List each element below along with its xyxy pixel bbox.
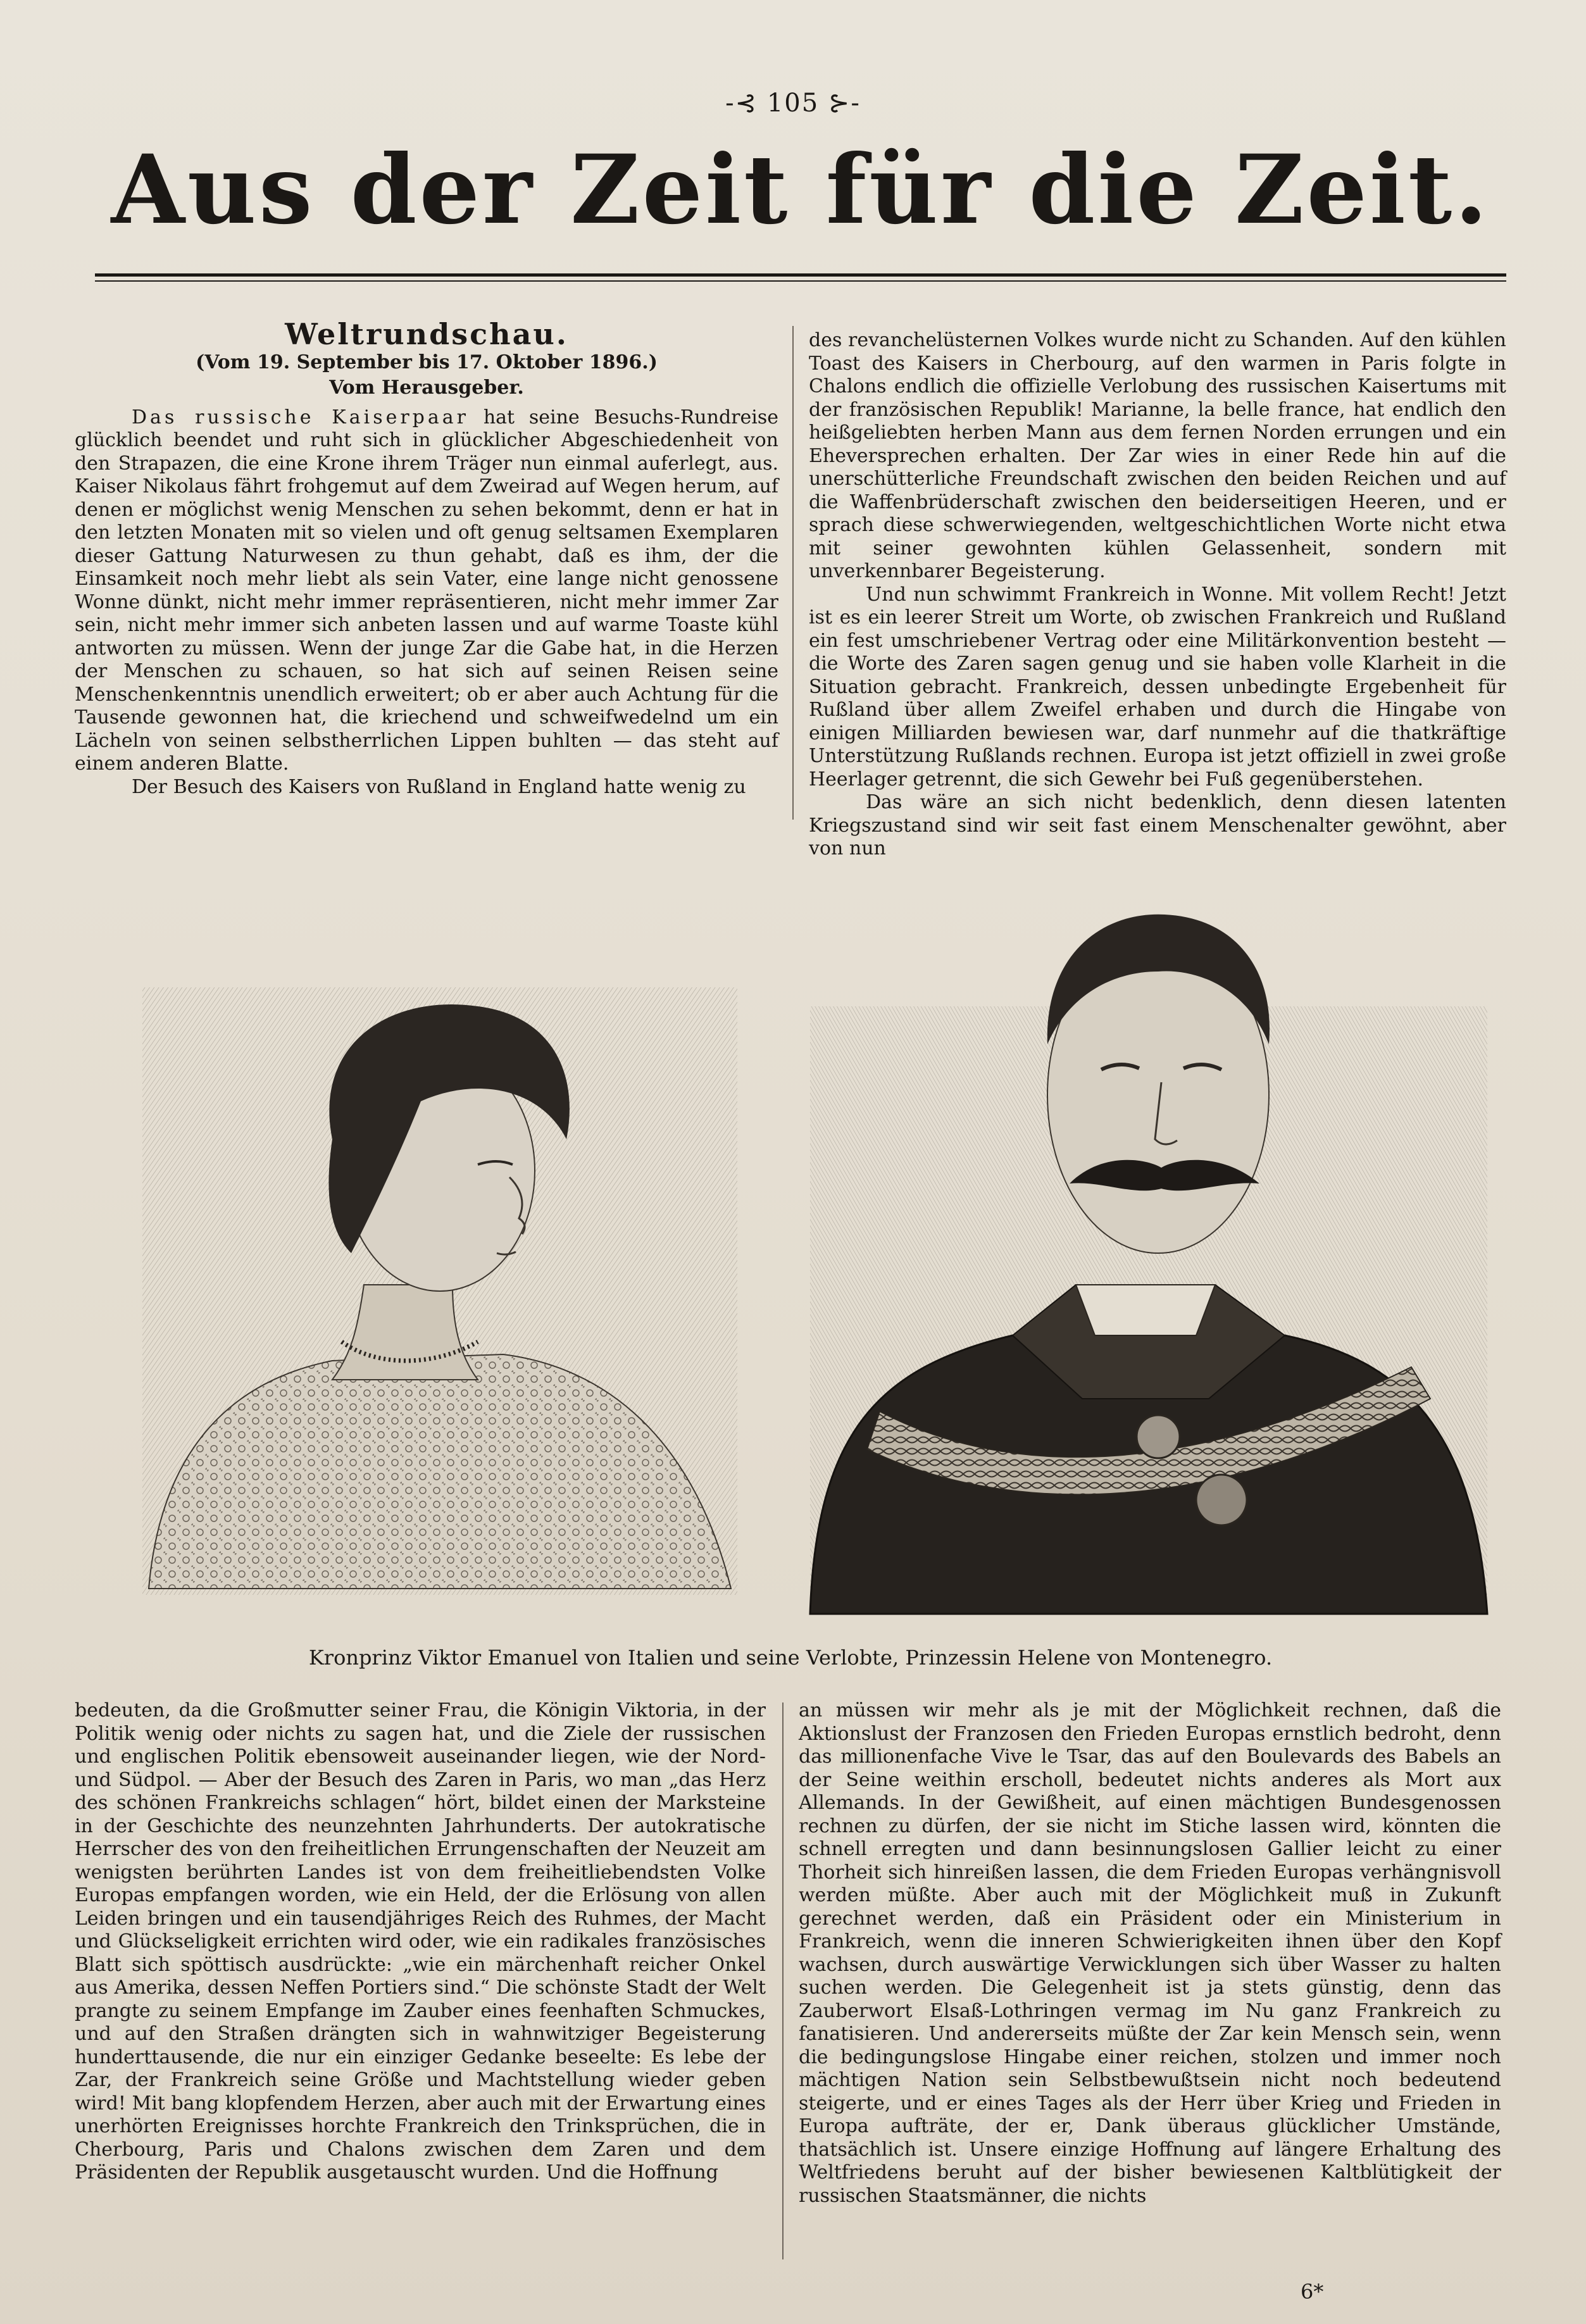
portrait-crown-prince-viktor-emanuel (804, 842, 1494, 1627)
column-top-right (809, 329, 1506, 861)
column-bottom-right (799, 1699, 1501, 2208)
section-dates: (Vom 19. September bis 17. Oktober 1896.) (196, 351, 658, 373)
masthead-rule-thick (95, 273, 1506, 277)
paragraph: des revanchelüsternen Volkes wurde nicht zu Schanden. Auf den kühlen Toast des Kaisers in Cherbourg, auf den warmen in Paris folgte in Chalons endlich die offizielle Verlobung des russischen Kaisertums mit der französischen Republik! Marianne, la belle france, hat endlich den heißgeliebten herben Mann aus dem fernen Norden errungen und ein Eheversprechen erhalten. Der Zar wies in einer Rede hin auf die unerschütterliche Freundschaft zwischen den beiden Reichen und auf die Waffenbrüderschaft zwischen den beiderseitigen Heeren, und er sprach diese schwerwiegenden, weltgeschichtlichen Worte nicht etwa mit seiner gewohnten kühlen Gelassenheit, sondern mit unverkennbarer Begeisterung. (809, 329, 1506, 582)
masthead-title: Aus der Zeit für die Zeit. (111, 134, 1490, 246)
signature-mark: 6* (1301, 2280, 1324, 2304)
column-bottom-left (75, 1699, 766, 2185)
paragraph-text: hat seine Besuchs-Rundreise glücklich beendet und ruht sich in glücklicher Abgeschiedenheit von den Strapazen, die eine Krone ihrem Träger nun einmal auferlegt, aus. Kaiser Nikolaus fährt frohgemut auf dem Zweirad auf Wegen herum, auf denen er möglichst wenig Menschen zu sehen bekommt, denn er hat in den letzten Monaten mit so vielen und oft genug seltsamen Exemplaren dieser Gattung Naturwesen zu thun gehabt, daß es ihm, der die Einsamkeit noch mehr liebt als sein Vater, eine lange nicht genossene Wonne dünkt, nicht mehr immer repräsentieren, nicht mehr immer Zar sein, nicht mehr immer sich anbeten lassen und auf warme Toaste kühl antworten zu müssen. Wenn der junge Zar die Gabe hat, in die Herzen der Menschen zu schauen, so hat sich auf seinen Reisen seine Menschenkenntnis unendlich erweitert; ob er aber auch Achtung für die Tausende gewonnen hat, die kriechend und schweifwedelnd um ein Lächeln von seinen selbstherrlichen Lippen buhlten — das steht auf einem anderen Blatte. (75, 406, 778, 775)
paragraph (75, 406, 778, 776)
page-number: -⊰ 105 ⊱- (725, 89, 861, 118)
spaced-emphasis: Das russische Kaiserpaar (132, 406, 469, 428)
column-divider-bottom (782, 1702, 784, 2259)
paragraph: bedeuten, da die Großmutter seiner Frau, die Königin Viktoria, in der Politik wenig oder nichts zu sagen hat, und die Ziele der russischen und englischen Politik ebensoweit auseinander liegen, wie der Nord- und Südpol. — Aber der Besuch des Zaren in Paris, wo man „das Herz des schönen Frankreichs schlagen“ hört, bildet einen der Marksteine in der Geschichte des neunzehnten Jahrhunderts. Der autokratische Herrscher des von den freiheitlichen Errungenschaften der Neuzeit am wenigsten berührten Landes ist von dem freiheitliebendsten Volke Europas empfangen worden, wie ein Held, der die Erlösung von allen Leiden bringen und ein tausendjähriges Reich des Ruhmes, der Macht und Glückseligkeit errichten wird oder, wie ein radikales französisches Blatt sich spöttisch ausdrückte: „wie ein märchenhaft reicher Onkel aus Amerika, dessen Neffen Portiers sind.“ Die schönste Stadt der Welt prangte zu seinem Empfange im Zauber eines feenhaften Schmuckes, und auf den Straßen drängten sich in wahnwitziger Begeisterung hunderttausende, die nur ein einziger Gedanke beseelte: Es lebe der Zar, der Frankreich seine Größe und Machtstellung wieder geben wird! Mit bang klopfendem Herzen, aber auch mit der Erwartung eines unerhörten Ereignisses horchte Frankreich den Trinksprüchen, die in Cherbourg, Paris und Chalons zwischen dem Zaren und dem Präsidenten der Republik ausgetauscht wurden. Und die Hoffnung (75, 1699, 766, 2183)
section-author: Vom Herausgeber. (329, 377, 524, 399)
masthead-rule-thin (95, 280, 1506, 282)
paragraph: Und nun schwimmt Frankreich in Wonne. Mit vollem Recht! Jetzt ist es ein leerer Streit um Worte, ob zwischen Frankreich und Rußland ein fest umschriebener Vertrag oder eine Militärkonvention besteht — die Worte des Zaren sagen genug und sie haben volle Klarheit in die Situation gebracht. Frankreich, dessen unbedingte Ergebenheit für Rußland über allem Zweifel erhaben und durch die Hingabe von einigen Milliarden bewiesen war, darf nunmehr auf die thatkräftige Unterstützung Rußlands rechnen. Europa ist jetzt offiziell in zwei große Heerlager getrennt, die sich Gewehr bei Fuß gegenüberstehen. (809, 583, 1506, 790)
paragraph: an müssen wir mehr als je mit der Möglichkeit rechnen, daß die Aktionslust der Franzosen den Frieden Europas ernstlich bedroht, denn das millionenfache Vive le Tsar, das auf den Boulevards des Babels an der Seine weithin erscholl, bedeutet nichts anderes als Mort aux Allemands. In der Gewißheit, auf einen mächtigen Bundesgenossen rechnen zu dürfen, der sie nicht im Stiche lassen wird, könnten die schnell erregten und dann besinnungslosen Gallier leicht zu einer Thorheit sich hinreißen lassen, die dem Frieden Europas verhängnisvoll werden müßte. Aber auch mit der Möglichkeit muß in Zukunft gerechnet werden, daß ein Präsident oder ein Ministerium in Frankreich, wenn die inneren Schwierigkeiten ihnen über den Kopf wachsen, durch auswärtige Verwicklungen sich über Wasser zu halten suchen werden. Die Gelegenheit ist ja stets günstig, denn das Zauberwort Elsaß-Lothringen vermag im Nu ganz Frankreich zu fanatisieren. Und andererseits müßte der Zar kein Mensch sein, wenn die bedingungslose Hingabe einer reichen, stolzen und immer noch mächtigen Nation sein Selbstbewußtsein nicht noch bedeutend steigerte, und er eines Tages als der Herr über Krieg und Frieden in Europa aufträte, der er, Dank überaus glücklicher Umstände, thatsächlich ist. Unsere einzige Hoffnung auf längere Erhaltung des Weltfriedens beruht auf der bisher bewiesenen Kaltblütigkeit der russischen Staatsmänner, die nichts (799, 1699, 1501, 2207)
paragraph: Der Besuch des Kaisers von Rußland in England hatte wenig zu (132, 775, 746, 798)
column-top-left (75, 317, 778, 799)
illustration-caption: Kronprinz Viktor Emanuel von Italien und seine Verlobte, Prinzessin Helene von Montenegro. (308, 1646, 1273, 1670)
portrait-princess-helene (123, 899, 750, 1601)
section-title: Weltrundschau. (285, 317, 568, 351)
column-divider-top (792, 326, 794, 820)
paragraph: Das wäre an sich nicht bedenklich, denn diesen latenten Kriegszustand sind wir seit fast einem Menschenalter gewöhnt, aber von nun (809, 791, 1506, 859)
